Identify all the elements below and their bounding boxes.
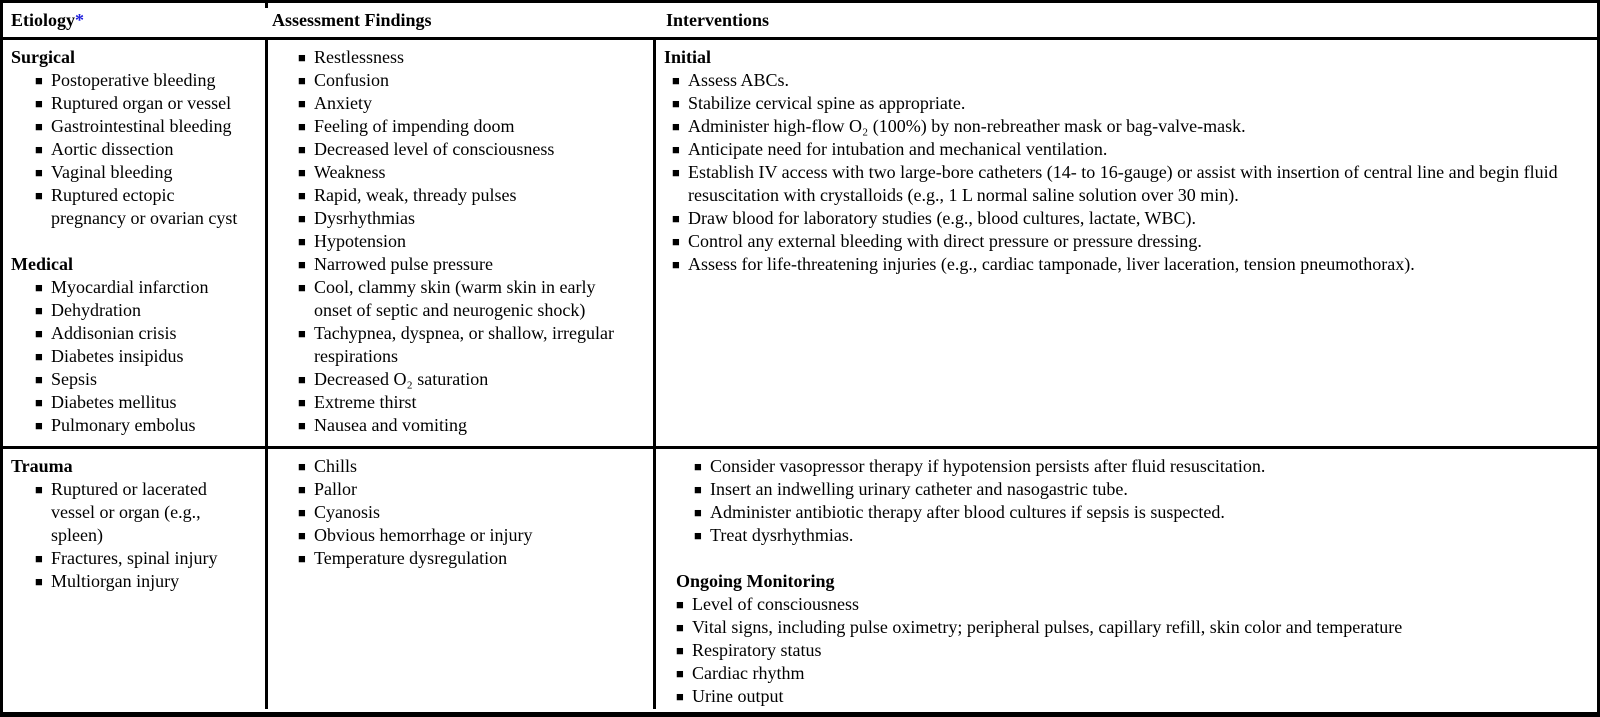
square-bullet-icon: ■ bbox=[298, 459, 306, 474]
list-item bbox=[35, 138, 243, 161]
list-item-text: Urine output bbox=[692, 686, 784, 706]
list-item bbox=[298, 92, 616, 115]
list-item-text: Rapid, weak, thready pulses bbox=[314, 185, 517, 205]
list-item-text: Diabetes insipidus bbox=[51, 346, 184, 366]
list-item-text: Cyanosis bbox=[314, 502, 381, 522]
list-item bbox=[298, 230, 616, 253]
square-bullet-icon: ■ bbox=[298, 395, 306, 410]
square-bullet-icon: ■ bbox=[694, 505, 702, 520]
etiology-section-trauma bbox=[11, 455, 261, 593]
list-item bbox=[298, 115, 616, 138]
square-bullet-icon: ■ bbox=[35, 188, 43, 203]
list-item-text: Sepsis bbox=[51, 369, 98, 389]
list-item bbox=[676, 616, 1556, 639]
list-item bbox=[694, 501, 1574, 524]
list-item-text: Vaginal bleeding bbox=[51, 162, 173, 182]
list-item bbox=[35, 115, 243, 138]
square-bullet-icon: ■ bbox=[298, 528, 306, 543]
list-item-text: Nausea and vomiting bbox=[314, 415, 467, 435]
findings-list bbox=[298, 46, 649, 437]
list-item bbox=[676, 685, 1556, 708]
square-bullet-icon: ■ bbox=[672, 211, 680, 226]
list-item-text: Decreased level of consciousness bbox=[314, 139, 555, 159]
square-bullet-icon: ■ bbox=[35, 551, 43, 566]
section-title: Initial bbox=[664, 47, 712, 67]
list-item-text: Vital signs, including pulse oximetry; peripheral pulses, capillary refill, skin color and temperature bbox=[692, 617, 1403, 637]
square-bullet-icon: ■ bbox=[694, 482, 702, 497]
interventions-cell bbox=[656, 449, 1597, 709]
square-bullet-icon: ■ bbox=[672, 142, 680, 157]
list-item bbox=[694, 478, 1574, 501]
list-item bbox=[694, 455, 1574, 478]
assessment-findings-cell bbox=[268, 449, 656, 709]
list-item-text: Obvious hemorrhage or injury bbox=[314, 525, 533, 545]
table-header-row bbox=[3, 3, 1597, 40]
section-title: Surgical bbox=[11, 47, 76, 67]
list-item-text: Decreased O₂ saturation bbox=[314, 369, 489, 389]
square-bullet-icon: ■ bbox=[298, 50, 306, 65]
square-bullet-icon: ■ bbox=[676, 689, 684, 704]
list-item-text: Myocardial infarction bbox=[51, 277, 209, 297]
etiology-cell bbox=[3, 40, 268, 446]
square-bullet-icon: ■ bbox=[298, 505, 306, 520]
list-item-text: Ruptured ectopic pregnancy or ovarian cyst bbox=[51, 185, 238, 228]
list-item-text: Diabetes mellitus bbox=[51, 392, 177, 412]
section-title: Medical bbox=[11, 254, 73, 274]
list-item-text: Cardiac rhythm bbox=[692, 663, 805, 683]
list-item-text: Aortic dissection bbox=[51, 139, 174, 159]
list-item bbox=[676, 639, 1556, 662]
list-item bbox=[676, 593, 1556, 616]
list-item-text: Control any external bleeding with direct pressure or pressure dressing. bbox=[688, 231, 1202, 251]
square-bullet-icon: ■ bbox=[35, 142, 43, 157]
square-bullet-icon: ■ bbox=[298, 96, 306, 111]
list-item bbox=[298, 368, 616, 391]
list-item bbox=[35, 547, 243, 570]
list-item bbox=[694, 524, 1574, 547]
list-item bbox=[35, 276, 243, 299]
table-row-trauma bbox=[3, 449, 1597, 709]
list-item bbox=[298, 455, 616, 478]
square-bullet-icon: ■ bbox=[35, 165, 43, 180]
list-item bbox=[35, 69, 243, 92]
list-item bbox=[298, 253, 616, 276]
list-item-text: Assess for life-threatening injuries (e.g., cardiac tamponade, liver laceration, tension pneumothorax). bbox=[688, 254, 1415, 274]
header-etiology bbox=[3, 9, 268, 32]
list-item-text: Gastrointestinal bleeding bbox=[51, 116, 232, 136]
square-bullet-icon: ■ bbox=[672, 165, 680, 180]
square-bullet-icon: ■ bbox=[298, 257, 306, 272]
list-item bbox=[35, 570, 243, 593]
list-item bbox=[298, 391, 616, 414]
list-item-text: Cool, clammy skin (warm skin in early onset of septic and neurogenic shock) bbox=[314, 277, 596, 320]
list-item-text: Administer antibiotic therapy after blood cultures if sepsis is suspected. bbox=[710, 502, 1225, 522]
square-bullet-icon: ■ bbox=[672, 234, 680, 249]
square-bullet-icon: ■ bbox=[298, 326, 306, 341]
list-item bbox=[35, 414, 243, 437]
list-item-text: Pulmonary embolus bbox=[51, 415, 196, 435]
list-item-text: Narrowed pulse pressure bbox=[314, 254, 493, 274]
list-item-text: Extreme thirst bbox=[314, 392, 417, 412]
square-bullet-icon: ■ bbox=[35, 574, 43, 589]
list-item-text: Stabilize cervical spine as appropriate. bbox=[688, 93, 966, 113]
list-item bbox=[35, 368, 243, 391]
list-item bbox=[672, 69, 1577, 92]
list-item bbox=[298, 547, 616, 570]
list-item-text: Ruptured organ or vessel bbox=[51, 93, 232, 113]
square-bullet-icon: ■ bbox=[694, 528, 702, 543]
square-bullet-icon: ■ bbox=[676, 620, 684, 635]
etiology-section-surgical bbox=[11, 46, 261, 230]
square-bullet-icon: ■ bbox=[298, 119, 306, 134]
list-item-text: Addisonian crisis bbox=[51, 323, 177, 343]
etiology-list-surgical bbox=[11, 69, 261, 230]
list-item-text: Postoperative bleeding bbox=[51, 70, 216, 90]
square-bullet-icon: ■ bbox=[298, 418, 306, 433]
list-item-text: Consider vasopressor therapy if hypotension persists after fluid resuscitation. bbox=[710, 456, 1266, 476]
square-bullet-icon: ■ bbox=[35, 96, 43, 111]
list-item-text: Pallor bbox=[314, 479, 357, 499]
list-item bbox=[298, 184, 616, 207]
list-item bbox=[298, 138, 616, 161]
square-bullet-icon: ■ bbox=[672, 73, 680, 88]
list-item-text: Weakness bbox=[314, 162, 386, 182]
list-item-text: Chills bbox=[314, 456, 358, 476]
list-item bbox=[298, 524, 616, 547]
list-item bbox=[298, 322, 616, 368]
list-item bbox=[35, 391, 243, 414]
footnote-asterisk: * bbox=[75, 9, 85, 30]
list-item bbox=[298, 414, 616, 437]
interventions-section-initial bbox=[664, 46, 1585, 276]
list-item bbox=[672, 92, 1577, 115]
header-etiology-label: Etiology bbox=[11, 9, 76, 30]
list-item bbox=[298, 276, 616, 322]
list-item bbox=[35, 478, 243, 547]
square-bullet-icon: ■ bbox=[298, 482, 306, 497]
list-item bbox=[298, 46, 616, 69]
etiology-cell bbox=[3, 449, 268, 709]
square-bullet-icon: ■ bbox=[35, 395, 43, 410]
section-title: Trauma bbox=[11, 456, 73, 476]
findings-list bbox=[298, 455, 649, 570]
list-item-text: Dehydration bbox=[51, 300, 141, 320]
list-item bbox=[298, 69, 616, 92]
section-title: Ongoing Monitoring bbox=[676, 571, 835, 591]
list-item-text: Confusion bbox=[314, 70, 390, 90]
square-bullet-icon: ■ bbox=[298, 142, 306, 157]
square-bullet-icon: ■ bbox=[298, 211, 306, 226]
interventions-section-ongoing-monitoring bbox=[676, 570, 1585, 708]
list-item bbox=[672, 207, 1577, 230]
square-bullet-icon: ■ bbox=[672, 257, 680, 272]
list-item bbox=[298, 161, 616, 184]
list-item-text: Insert an indwelling urinary catheter and nasogastric tube. bbox=[710, 479, 1128, 499]
square-bullet-icon: ■ bbox=[298, 234, 306, 249]
list-item-text: Restlessness bbox=[314, 47, 404, 67]
list-item bbox=[298, 207, 616, 230]
list-item-text: Draw blood for laboratory studies (e.g., blood cultures, lactate, WBC). bbox=[688, 208, 1197, 228]
list-item bbox=[35, 161, 243, 184]
list-item-text: Feeling of impending doom bbox=[314, 116, 515, 136]
square-bullet-icon: ■ bbox=[676, 643, 684, 658]
list-item bbox=[35, 184, 243, 230]
square-bullet-icon: ■ bbox=[35, 372, 43, 387]
square-bullet-icon: ■ bbox=[672, 119, 680, 134]
list-item bbox=[35, 322, 243, 345]
square-bullet-icon: ■ bbox=[35, 119, 43, 134]
square-bullet-icon: ■ bbox=[298, 280, 306, 295]
square-bullet-icon: ■ bbox=[298, 73, 306, 88]
list-item-text: Respiratory status bbox=[692, 640, 822, 660]
square-bullet-icon: ■ bbox=[35, 73, 43, 88]
square-bullet-icon: ■ bbox=[35, 349, 43, 364]
square-bullet-icon: ■ bbox=[676, 666, 684, 681]
square-bullet-icon: ■ bbox=[35, 326, 43, 341]
list-item-text: Anxiety bbox=[314, 93, 372, 113]
square-bullet-icon: ■ bbox=[35, 303, 43, 318]
list-item bbox=[672, 115, 1577, 138]
list-item-text: Temperature dysregulation bbox=[314, 548, 508, 568]
interventions-list-initial bbox=[664, 69, 1585, 276]
interventions-list-ongoing bbox=[676, 593, 1585, 708]
list-item-text: Level of consciousness bbox=[692, 594, 859, 614]
interventions-cell bbox=[656, 40, 1597, 446]
list-item-text: Treat dysrhythmias. bbox=[710, 525, 854, 545]
list-item bbox=[672, 253, 1577, 276]
list-item bbox=[298, 478, 616, 501]
list-item-text: Administer high-flow O₂ (100%) by non-rebreather mask or bag-valve-mask. bbox=[688, 116, 1246, 136]
square-bullet-icon: ■ bbox=[35, 280, 43, 295]
header-assessment-findings: Assessment Findings bbox=[272, 9, 432, 30]
list-item-text: Ruptured or lacerated vessel or organ (e.g., spleen) bbox=[51, 479, 207, 545]
etiology-section-medical bbox=[11, 253, 261, 437]
list-item bbox=[672, 230, 1577, 253]
list-item bbox=[672, 138, 1577, 161]
square-bullet-icon: ■ bbox=[35, 482, 43, 497]
list-item-text: Fractures, spinal injury bbox=[51, 548, 218, 568]
square-bullet-icon: ■ bbox=[298, 188, 306, 203]
list-item-text: Assess ABCs. bbox=[688, 70, 790, 90]
square-bullet-icon: ■ bbox=[35, 418, 43, 433]
list-item bbox=[676, 662, 1556, 685]
list-item bbox=[35, 345, 243, 368]
square-bullet-icon: ■ bbox=[298, 165, 306, 180]
table-row-surgical-medical bbox=[3, 40, 1597, 449]
list-item-text: Multiorgan injury bbox=[51, 571, 180, 591]
list-item bbox=[35, 299, 243, 322]
list-item-text: Hypotension bbox=[314, 231, 406, 251]
square-bullet-icon: ■ bbox=[298, 551, 306, 566]
list-item-text: Anticipate need for intubation and mechanical ventilation. bbox=[688, 139, 1108, 159]
header-interventions: Interventions bbox=[666, 9, 769, 30]
square-bullet-icon: ■ bbox=[672, 96, 680, 111]
etiology-list-medical bbox=[11, 276, 261, 437]
list-item-text: Establish IV access with two large-bore catheters (14- to 16-gauge) or assist with insertion of central line and begin fluid resuscitation with crystalloids (e.g., 1 L normal saline solution over 30 min). bbox=[688, 162, 1558, 205]
list-item bbox=[298, 501, 616, 524]
list-item-text: Tachypnea, dyspnea, or shallow, irregular respirations bbox=[314, 323, 614, 366]
square-bullet-icon: ■ bbox=[694, 459, 702, 474]
list-item-text: Dysrhythmias bbox=[314, 208, 415, 228]
etiology-list-trauma bbox=[11, 478, 261, 593]
list-item bbox=[672, 161, 1577, 207]
square-bullet-icon: ■ bbox=[298, 372, 306, 387]
list-item bbox=[35, 92, 243, 115]
interventions-list-continued bbox=[694, 455, 1585, 547]
assessment-findings-cell bbox=[268, 40, 656, 446]
column-divider-stub bbox=[265, 3, 268, 8]
square-bullet-icon: ■ bbox=[676, 597, 684, 612]
